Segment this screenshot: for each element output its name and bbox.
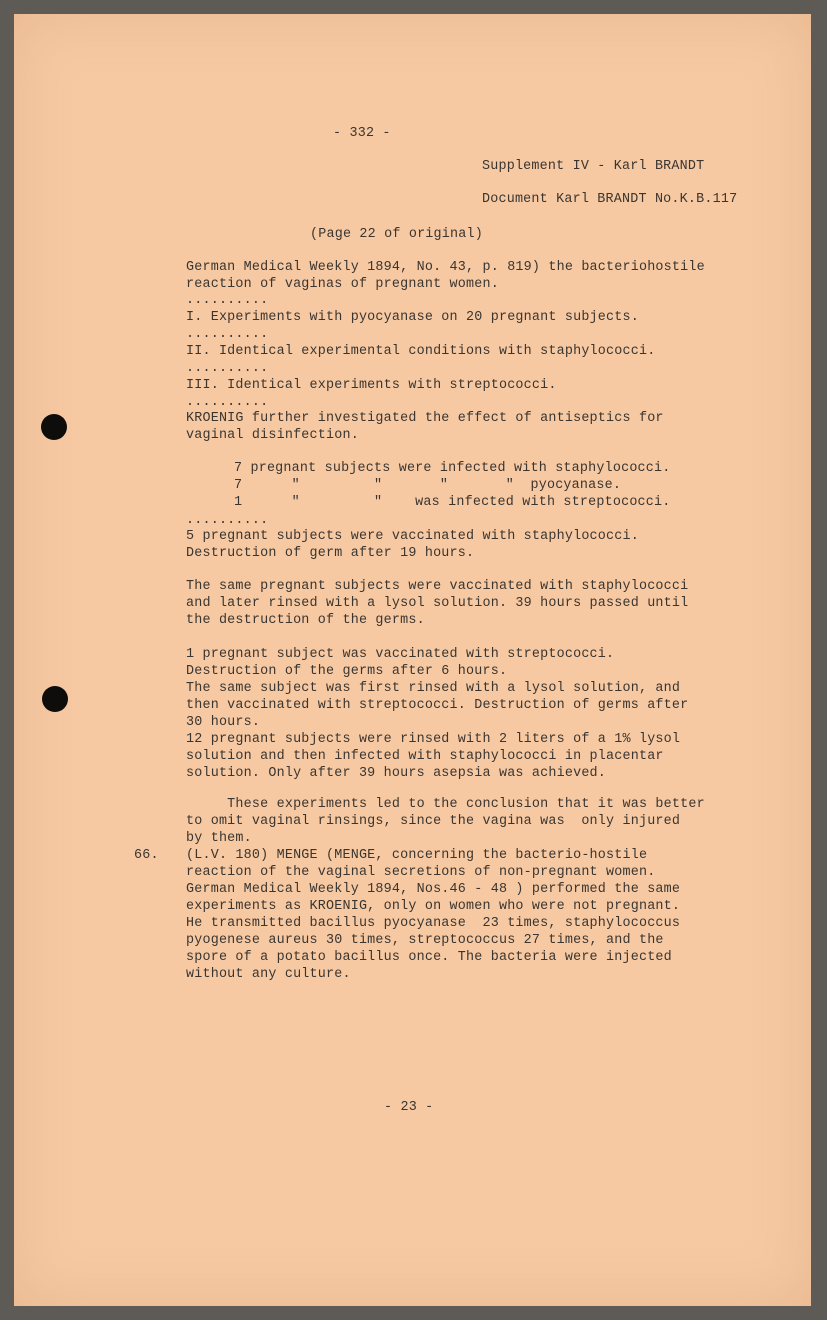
supplement-label: Supplement IV - Karl BRANDT — [482, 159, 705, 174]
same-subjects-paragraph — [186, 578, 688, 629]
experiment-1: I. Experiments with pyocyanase on 20 pregnant subjects. — [186, 310, 639, 325]
margin-number: 66. — [134, 848, 159, 863]
text-line: pyogenese aureus 30 times, streptococcus 27 times, and the — [186, 933, 664, 948]
text-line: Destruction of germ after 19 hours. — [186, 546, 475, 561]
text-line: (L.V. 180) MENGE (MENGE, concerning the bacterio-hostile — [186, 848, 648, 863]
text-line: He transmitted bacillus pyocyanase 23 times, staphylococcus — [186, 916, 681, 931]
conclusion-paragraph — [186, 796, 705, 847]
menge-paragraph — [186, 847, 680, 983]
list-item: 7 pregnant subjects were infected with staphylococci. — [234, 461, 671, 476]
ellipsis-dots: .......... — [186, 361, 269, 376]
text-line: Destruction of the germs after 6 hours. — [186, 664, 508, 679]
text-line: solution. Only after 39 hours asepsia was achieved. — [186, 766, 607, 781]
text-line: 30 hours. — [186, 715, 261, 730]
ellipsis-dots: .......... — [186, 395, 269, 410]
text-line: 12 pregnant subjects were rinsed with 2 liters of a 1% lysol — [186, 732, 681, 747]
kroenig-paragraph — [186, 410, 664, 444]
vaccinated-paragraph — [186, 528, 639, 562]
infection-list — [234, 460, 671, 511]
intro-paragraph — [186, 259, 705, 293]
list-item: 1 " " was infected with streptococci. — [234, 495, 671, 510]
text-line: reaction of vaginas of pregnant women. — [186, 277, 499, 292]
text-line: solution and then infected with staphylococci in placentar — [186, 749, 664, 764]
ellipsis-dots: .......... — [186, 327, 269, 342]
ellipsis-dots: .......... — [186, 293, 269, 308]
text-line: 1 pregnant subject was vaccinated with streptococci. — [186, 647, 615, 662]
text-line: spore of a potato bacillus once. The bacteria were injected — [186, 950, 672, 965]
punch-hole-lower — [42, 686, 68, 712]
text-line: by them. — [186, 831, 252, 846]
text-line: and later rinsed with a lysol solution. 39 hours passed until — [186, 596, 689, 611]
text-line: reaction of the vaginal secretions of non-pregnant women. — [186, 865, 656, 880]
page-number-bottom: - 23 - — [384, 1100, 434, 1115]
text-line: then vaccinated with streptococci. Destruction of germs after — [186, 698, 689, 713]
text-line: The same subject was first rinsed with a lysol solution, and — [186, 681, 681, 696]
text-line: The same pregnant subjects were vaccinated with staphylococci — [186, 579, 689, 594]
text-line: KROENIG further investigated the effect of antiseptics for — [186, 411, 664, 426]
text-line: German Medical Weekly 1894, Nos.46 - 48 ) performed the same — [186, 882, 681, 897]
text-line: vaginal disinfection. — [186, 428, 359, 443]
text-line: to omit vaginal rinsings, since the vagina was only injured — [186, 814, 681, 829]
text-line: 5 pregnant subjects were vaccinated with staphylococci. — [186, 529, 639, 544]
page-of-original: (Page 22 of original) — [310, 227, 483, 242]
document-label: Document Karl BRANDT No.K.B.117 — [482, 192, 738, 207]
list-item: 7 " " " " pyocyanase. — [234, 478, 622, 493]
text-line: German Medical Weekly 1894, No. 43, p. 819) the bacteriohostile — [186, 260, 705, 275]
experiment-3: III. Identical experiments with streptococci. — [186, 378, 557, 393]
ellipsis-dots: .......... — [186, 513, 269, 528]
punch-hole-upper — [41, 414, 67, 440]
page-number-top: - 332 - — [333, 126, 391, 141]
text-line: the destruction of the germs. — [186, 613, 425, 628]
text-line: These experiments led to the conclusion that it was better — [186, 797, 705, 812]
experiment-2: II. Identical experimental conditions with staphylococci. — [186, 344, 656, 359]
text-line: without any culture. — [186, 967, 351, 982]
single-subject-paragraph — [186, 646, 688, 782]
text-line: experiments as KROENIG, only on women who were not pregnant. — [186, 899, 681, 914]
